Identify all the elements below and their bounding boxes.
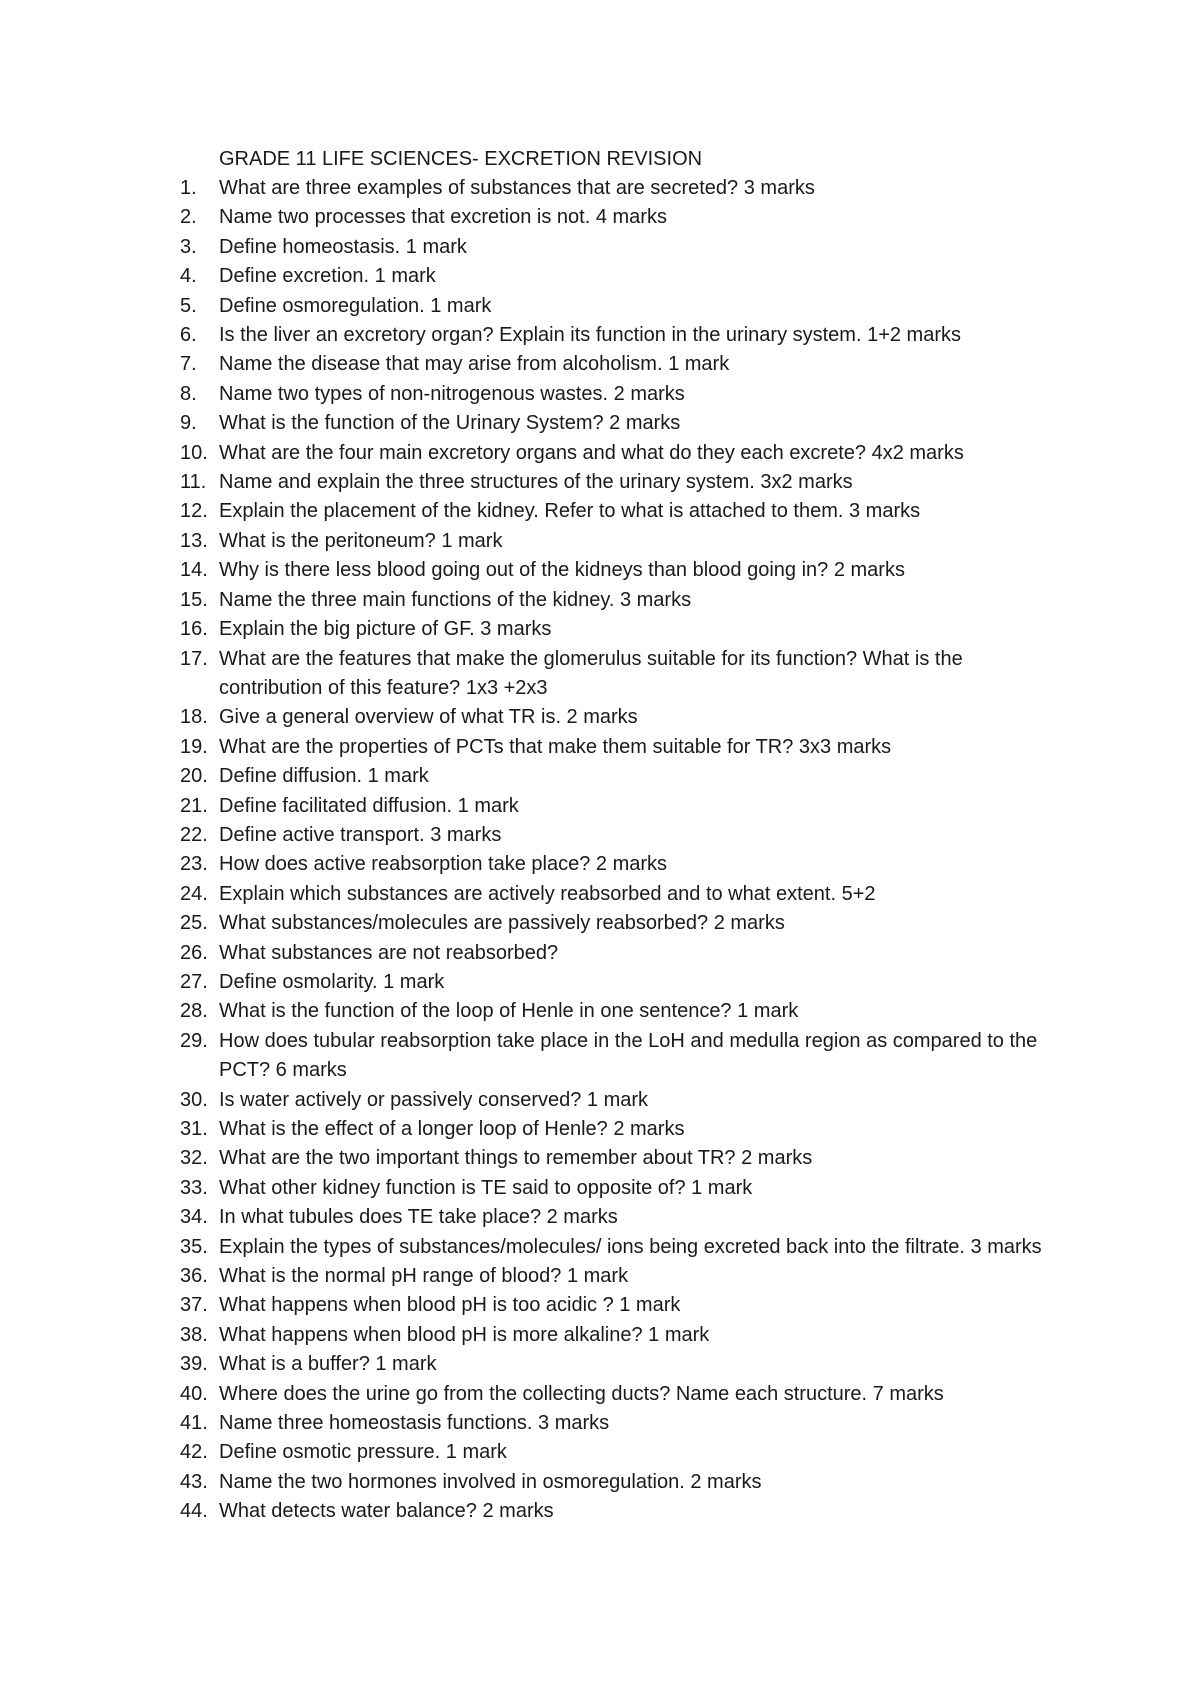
question-item-14 — [180, 556, 1070, 585]
question-number: 13. — [180, 529, 208, 552]
question-item-5 — [180, 292, 1070, 321]
question-text: Give a general overview of what TR is. 2 marks — [219, 706, 638, 729]
question-number: 27. — [180, 970, 208, 993]
question-text: Why is there less blood going out of the kidneys than blood going in? 2 marks — [219, 559, 905, 582]
question-number: 18. — [180, 706, 208, 729]
question-item-2 — [180, 203, 1070, 232]
question-item-15 — [180, 586, 1070, 615]
question-item-40 — [180, 1380, 1070, 1409]
question-number: 42. — [180, 1441, 208, 1464]
question-number: 3. — [180, 235, 197, 258]
question-text: What are the properties of PCTs that make them suitable for TR? 3x3 marks — [219, 735, 892, 758]
question-number: 16. — [180, 618, 208, 641]
question-number: 1. — [180, 177, 197, 199]
question-text: Define homeostasis. 1 mark — [219, 235, 467, 258]
question-item-43 — [180, 1468, 1070, 1497]
question-text: Name two types of non-nitrogenous wastes. 2 marks — [219, 382, 685, 405]
question-text: Is water actively or passively conserved? 1 mark — [219, 1088, 649, 1111]
question-text: What are the four main excretory organs and what do they each excrete? 4x2 marks — [219, 441, 964, 464]
question-number: 25. — [180, 912, 208, 935]
question-text: What are three examples of substances that are secreted? 3 marks — [219, 177, 815, 199]
question-item-44 — [180, 1497, 1070, 1526]
document-title: GRADE 11 LIFE SCIENCES- EXCRETION REVISION — [219, 148, 703, 170]
question-item-19 — [180, 733, 1070, 762]
question-item-30 — [180, 1086, 1070, 1115]
question-number: 2. — [180, 206, 197, 229]
question-number: 15. — [180, 588, 208, 611]
question-number: 39. — [180, 1353, 208, 1376]
question-item-10 — [180, 439, 1070, 468]
question-item-12 — [180, 497, 1070, 526]
question-number: 26. — [180, 941, 208, 964]
question-item-27 — [180, 968, 1070, 997]
question-item-24 — [180, 880, 1070, 909]
question-text: Define osmoregulation. 1 mark — [219, 294, 492, 317]
question-number: 5. — [180, 294, 197, 317]
question-text: What are the two important things to remember about TR? 2 marks — [219, 1147, 813, 1170]
question-number: 4. — [180, 265, 197, 288]
question-number: 22. — [180, 823, 208, 846]
question-item-32 — [180, 1144, 1070, 1173]
question-text: Is the liver an excretory organ? Explain its function in the urinary system. 1+2 marks — [219, 324, 962, 347]
question-number: 37. — [180, 1294, 208, 1317]
question-text: Define diffusion. 1 mark — [219, 765, 429, 788]
question-text: Name the two hormones involved in osmoregulation. 2 marks — [219, 1470, 762, 1493]
question-text: How does active reabsorption take place? 2 marks — [219, 853, 668, 876]
question-item-6 — [180, 321, 1070, 350]
question-text: What is the peritoneum? 1 mark — [219, 529, 503, 552]
question-item-39 — [180, 1350, 1070, 1379]
question-number: 33. — [180, 1176, 208, 1199]
question-item-8 — [180, 380, 1070, 409]
question-item-3 — [180, 233, 1070, 262]
question-number: 41. — [180, 1412, 208, 1435]
question-number: 44. — [180, 1500, 208, 1523]
question-number: 17. — [180, 647, 208, 670]
question-item-42 — [180, 1438, 1070, 1467]
question-text: What substances/molecules are passively reabsorbed? 2 marks — [219, 912, 785, 935]
question-number: 32. — [180, 1147, 208, 1170]
question-text: Name two processes that excretion is not. 4 marks — [219, 206, 667, 229]
question-text: What other kidney function is TE said to opposite of? 1 mark — [219, 1176, 753, 1199]
question-number: 28. — [180, 1000, 208, 1023]
question-item-20 — [180, 762, 1070, 791]
question-number: 9. — [180, 412, 197, 435]
question-number: 24. — [180, 882, 208, 905]
question-text: Explain the placement of the kidney. Refer to what is attached to them. 3 marks — [219, 500, 921, 523]
question-text: Where does the urine go from the collecting ducts? Name each structure. 7 marks — [219, 1382, 944, 1405]
question-item-25 — [180, 909, 1070, 938]
question-item-36 — [180, 1262, 1070, 1291]
question-number: 14. — [180, 559, 208, 582]
question-text: What are the features that make the glomerulus suitable for its function? What is the contribution of this feature? 1x3 +2x3 — [219, 647, 963, 699]
question-number: 11. — [180, 471, 207, 494]
question-number: 40. — [180, 1382, 208, 1405]
question-text: Name the disease that may arise from alcoholism. 1 mark — [219, 353, 730, 376]
question-item-29 — [180, 1027, 1070, 1086]
question-item-16 — [180, 615, 1070, 644]
question-number: 38. — [180, 1323, 208, 1346]
question-text: Define osmolarity. 1 mark — [219, 970, 445, 993]
question-number: 10. — [180, 441, 208, 464]
question-text: What happens when blood pH is more alkaline? 1 mark — [219, 1323, 710, 1346]
question-item-11 — [180, 468, 1070, 497]
question-number: 7. — [180, 353, 197, 376]
question-item-38 — [180, 1321, 1070, 1350]
question-number: 6. — [180, 324, 197, 347]
question-text: What detects water balance? 2 marks — [219, 1500, 554, 1523]
question-item-41 — [180, 1409, 1070, 1438]
question-item-4 — [180, 262, 1070, 291]
question-text: Explain which substances are actively reabsorbed and to what extent. 5+2 — [219, 882, 876, 905]
question-item-9 — [180, 409, 1070, 438]
question-item-31 — [180, 1115, 1070, 1144]
question-number: 12. — [180, 500, 208, 523]
question-number: 23. — [180, 853, 208, 876]
question-text: In what tubules does TE take place? 2 marks — [219, 1206, 618, 1229]
question-text: What is the normal pH range of blood? 1 mark — [219, 1265, 629, 1288]
question-number: 43. — [180, 1470, 208, 1493]
question-text: Name the three main functions of the kidney. 3 marks — [219, 588, 692, 611]
question-number: 21. — [180, 794, 208, 817]
question-number: 36. — [180, 1265, 208, 1288]
question-text: Define active transport. 3 marks — [219, 823, 502, 846]
question-item-23 — [180, 850, 1070, 879]
question-text: Define osmotic pressure. 1 mark — [219, 1441, 507, 1464]
question-item-34 — [180, 1203, 1070, 1232]
question-number: 8. — [180, 382, 197, 405]
question-list — [180, 174, 1070, 1527]
question-text: What substances are not reabsorbed? — [219, 941, 559, 964]
question-text: Define excretion. 1 mark — [219, 265, 436, 288]
question-number: 20. — [180, 765, 208, 788]
question-text: What happens when blood pH is too acidic ? 1 mark — [219, 1294, 681, 1317]
question-item-17 — [180, 645, 1070, 704]
question-text: Explain the types of substances/molecules/ ions being excreted back into the filtrate. 3 marks — [219, 1235, 1042, 1258]
question-text: What is the function of the Urinary System? 2 marks — [219, 412, 681, 435]
question-item-7 — [180, 350, 1070, 379]
question-item-1 — [180, 174, 1070, 203]
question-text: How does tubular reabsorption take place in the LoH and medulla region as compared to the PCT? 6 marks — [219, 1029, 1038, 1082]
question-item-28 — [180, 997, 1070, 1026]
question-number: 31. — [180, 1118, 208, 1140]
question-number: 29. — [180, 1029, 208, 1052]
question-number: 35. — [180, 1235, 208, 1258]
question-number: 19. — [180, 735, 208, 758]
question-item-18 — [180, 703, 1070, 732]
question-text: Name three homeostasis functions. 3 marks — [219, 1412, 610, 1435]
question-item-37 — [180, 1291, 1070, 1320]
question-item-26 — [180, 939, 1070, 968]
question-item-21 — [180, 792, 1070, 821]
question-text: What is the effect of a longer loop of Henle? 2 marks — [219, 1118, 685, 1140]
question-text: Explain the big picture of GF. 3 marks — [219, 618, 552, 641]
question-item-22 — [180, 821, 1070, 850]
question-number: 34. — [180, 1206, 208, 1229]
question-item-33 — [180, 1174, 1070, 1203]
question-text: What is a buffer? 1 mark — [219, 1353, 437, 1376]
question-text: What is the function of the loop of Henle in one sentence? 1 mark — [219, 1000, 799, 1023]
question-text: Define facilitated diffusion. 1 mark — [219, 794, 519, 817]
question-number: 30. — [180, 1088, 208, 1111]
question-text: Name and explain the three structures of the urinary system. 3x2 marks — [219, 471, 853, 494]
question-item-13 — [180, 527, 1070, 556]
question-item-35 — [180, 1233, 1070, 1262]
